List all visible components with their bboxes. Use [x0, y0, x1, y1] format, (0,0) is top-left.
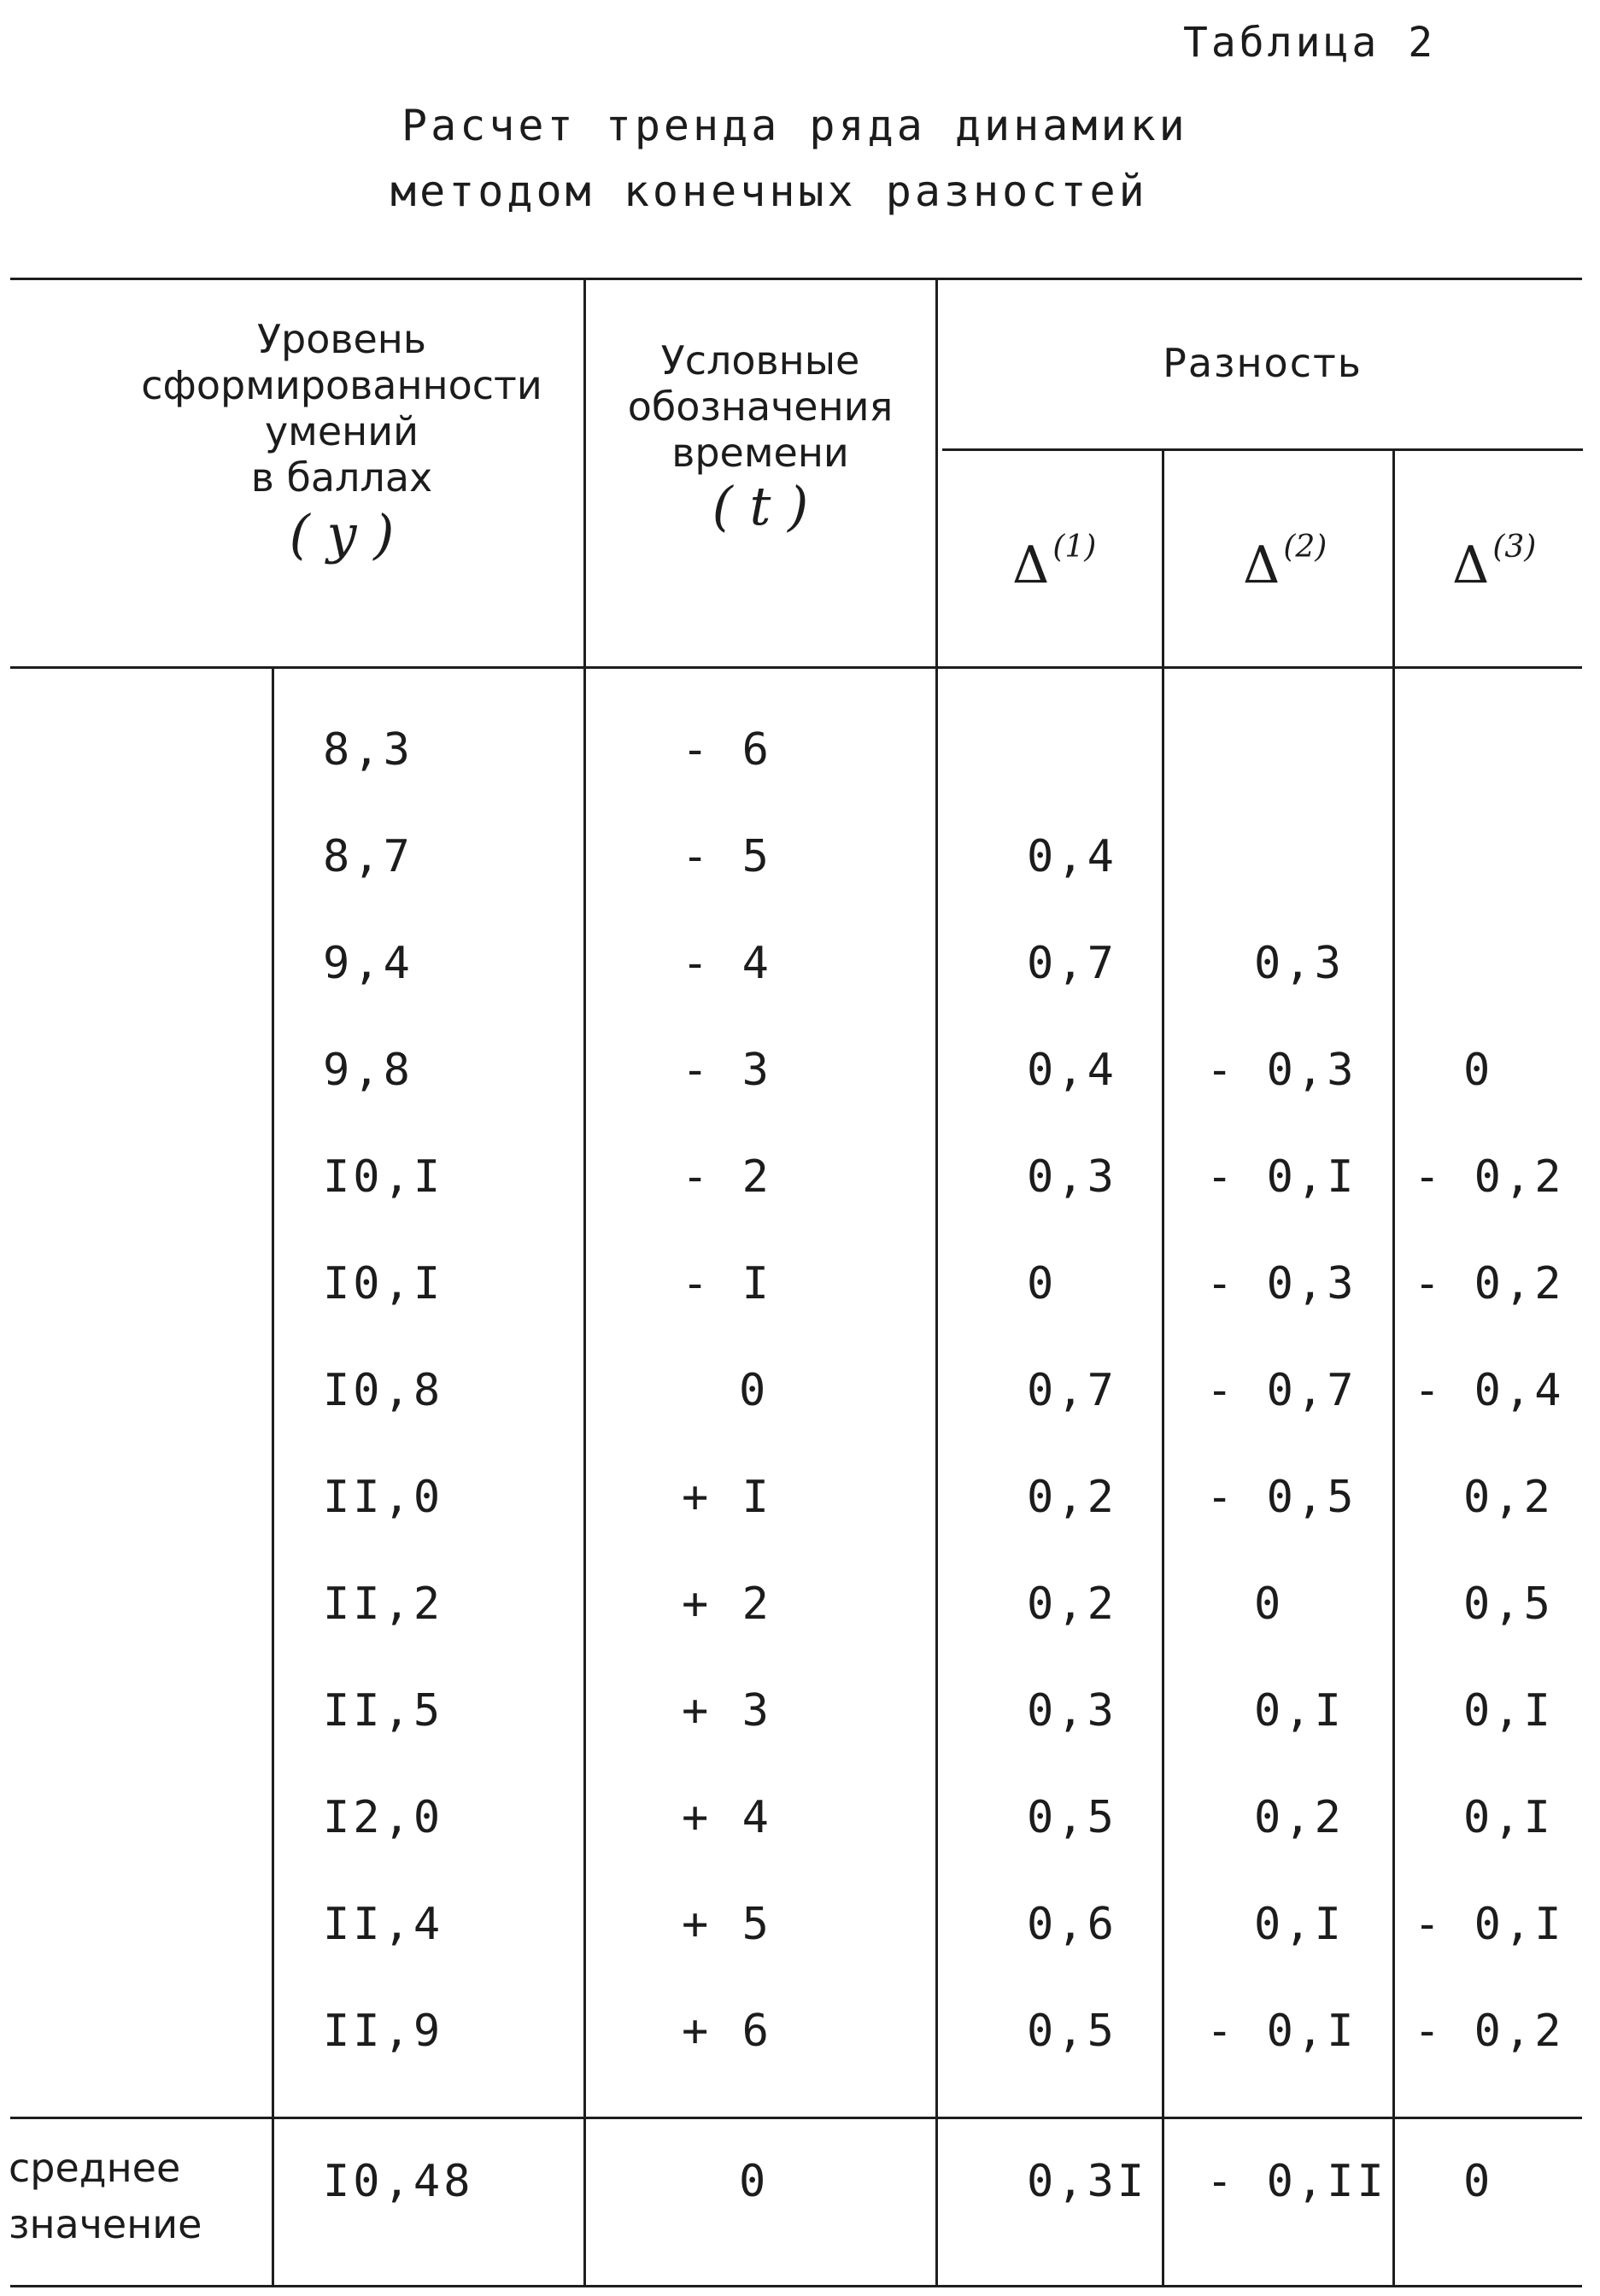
summary-d3: 0 [1463, 2156, 1494, 2207]
cell-d3: 0,2 [1463, 1472, 1554, 1523]
divider-label-value [272, 666, 274, 2287]
cell-t: - 5 [682, 831, 772, 882]
header-bottom-rule [10, 666, 1582, 669]
cell-y: 8,3 [323, 724, 413, 776]
summary-d2: - 0,II [1206, 2156, 1387, 2207]
cell-d3: 0 [1463, 1045, 1494, 1096]
cell-d2: - 0,3 [1206, 1045, 1357, 1096]
cell-d3: - 0,2 [1414, 1258, 1565, 1309]
cell-d3: - 0,2 [1414, 2006, 1565, 2057]
summary-label [9, 2140, 202, 2252]
delta-2-order: (2) [1283, 530, 1327, 565]
header-time [589, 337, 931, 537]
cell-d2: 0,I [1254, 1685, 1345, 1737]
divider-d2-d3 [1392, 448, 1395, 2287]
cell-t: - 6 [682, 724, 772, 776]
cell-y: II,4 [323, 1899, 444, 1950]
cell-d1: 0,2 [1027, 1578, 1117, 1630]
cell-t: - I [682, 1258, 772, 1309]
header-level [111, 316, 572, 569]
header-difference: Разность [1163, 340, 1363, 386]
header-delta-2 [1243, 530, 1327, 595]
divider-time-difference [935, 278, 938, 2287]
cell-y: 9,4 [323, 938, 413, 989]
cell-t: + 4 [682, 1792, 772, 1843]
delta-3-order: (3) [1492, 530, 1537, 565]
summary-y: I0,48 [323, 2156, 474, 2207]
summary-label-line-1: среднее [9, 2145, 181, 2191]
cell-y: I0,I [323, 1151, 444, 1203]
summary-t: 0 [739, 2156, 770, 2207]
divider-value-time [583, 666, 586, 2287]
summary-label-line-2: значение [9, 2201, 202, 2247]
header-level-line-1: Уровень [257, 316, 426, 362]
header-level-line-2: сформированности [141, 362, 542, 408]
header-difference-rule [942, 448, 1583, 451]
cell-t: + 5 [682, 1899, 772, 1950]
cell-d1: 0,5 [1027, 2006, 1117, 2057]
cell-d1: 0,4 [1027, 831, 1117, 882]
delta-1-order: (1) [1052, 530, 1097, 565]
delta-1-symbol: Δ [1012, 536, 1050, 595]
cell-d1: 0,3 [1027, 1685, 1117, 1737]
cell-y: II,5 [323, 1685, 444, 1737]
cell-t: - 2 [682, 1151, 772, 1203]
cell-y: II,0 [323, 1472, 444, 1523]
cell-y: 8,7 [323, 831, 413, 882]
cell-t: + 3 [682, 1685, 772, 1737]
cell-t: - 4 [682, 938, 772, 989]
cell-y: I0,I [323, 1258, 444, 1309]
cell-y: I0,8 [323, 1365, 444, 1416]
header-time-symbol: ( t ) [712, 475, 809, 537]
cell-d2: 0,2 [1254, 1792, 1345, 1843]
header-level-line-3: умений [264, 408, 419, 454]
header-divider-level [583, 278, 586, 666]
cell-d1: 0,4 [1027, 1045, 1117, 1096]
summary-d1: 0,3I [1027, 2156, 1148, 2207]
cell-d3: - 0,2 [1414, 1151, 1565, 1203]
cell-t: 0 [739, 1365, 770, 1416]
cell-d2: - 0,7 [1206, 1365, 1357, 1416]
cell-y: II,9 [323, 2006, 444, 2057]
cell-d3: - 0,I [1414, 1899, 1565, 1950]
summary-top-rule [10, 2117, 1582, 2119]
cell-d1: 0,3 [1027, 1151, 1117, 1203]
cell-d2: - 0,5 [1206, 1472, 1357, 1523]
cell-d3: 0,5 [1463, 1578, 1554, 1630]
cell-d3: - 0,4 [1414, 1365, 1565, 1416]
table-label: Таблица 2 [1183, 19, 1437, 67]
header-delta-1 [1012, 530, 1096, 595]
cell-d3: 0,I [1463, 1685, 1554, 1737]
cell-d1: 0,2 [1027, 1472, 1117, 1523]
cell-d2: 0,I [1254, 1899, 1345, 1950]
cell-y: II,2 [323, 1578, 444, 1630]
delta-3-symbol: Δ [1452, 536, 1490, 595]
cell-t: + 6 [682, 2006, 772, 2057]
cell-t: + 2 [682, 1578, 772, 1630]
cell-d1: 0 [1027, 1258, 1058, 1309]
cell-d2: 0 [1254, 1578, 1285, 1630]
cell-d2: - 0,3 [1206, 1258, 1357, 1309]
table-title-line-2: методом конечных разностей [390, 167, 1148, 216]
header-time-line-3: времени [671, 430, 849, 476]
cell-y: I2,0 [323, 1792, 444, 1843]
header-level-line-4: в баллах [250, 454, 433, 501]
divider-d1-d2 [1162, 448, 1164, 2287]
cell-d1: 0,6 [1027, 1899, 1117, 1950]
cell-d3: 0,I [1463, 1792, 1554, 1843]
table-top-rule [10, 278, 1582, 280]
cell-d2: - 0,I [1206, 1151, 1357, 1203]
cell-d2: - 0,I [1206, 2006, 1357, 2057]
cell-d1: 0,5 [1027, 1792, 1117, 1843]
cell-d1: 0,7 [1027, 1365, 1117, 1416]
cell-t: - 3 [682, 1045, 772, 1096]
header-delta-3 [1452, 530, 1536, 595]
cell-d1: 0,7 [1027, 938, 1117, 989]
cell-t: + I [682, 1472, 772, 1523]
table-title-line-1: Расчет тренда ряда динамики [401, 101, 1188, 150]
header-time-line-2: обозначения [627, 384, 894, 430]
delta-2-symbol: Δ [1243, 536, 1281, 595]
cell-y: 9,8 [323, 1045, 413, 1096]
cell-d2: 0,3 [1254, 938, 1345, 989]
header-level-symbol: ( y ) [289, 503, 395, 565]
header-time-line-1: Условные [660, 337, 860, 384]
table-bottom-rule [10, 2285, 1582, 2287]
